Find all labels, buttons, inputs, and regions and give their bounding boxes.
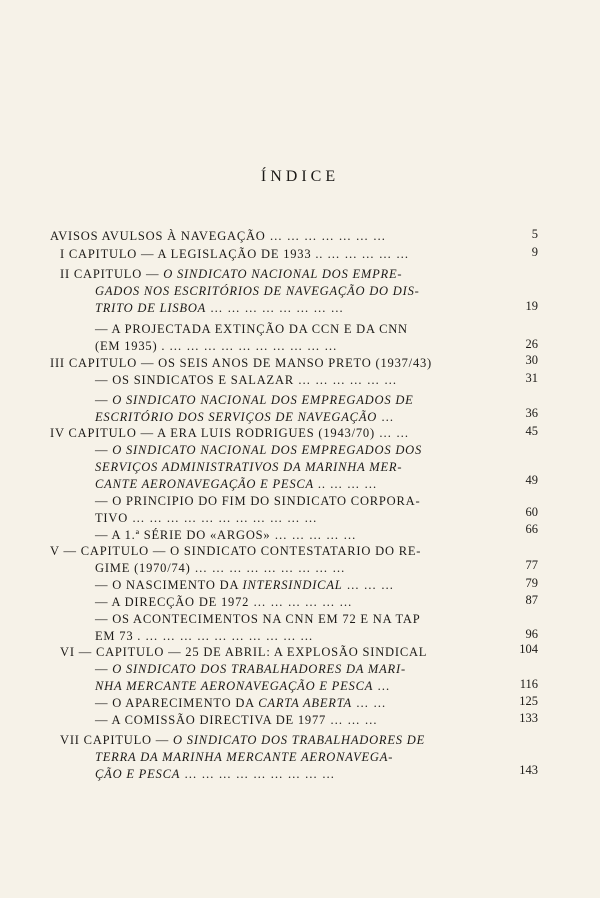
toc-entry-text: — A PROJECTADA EXTINÇÃO DA CCN E DA CNN — [95, 322, 408, 336]
toc-entry-text: ESCRITÓRIO DOS SERVIÇOS DE NAVEGAÇÃO — [95, 410, 378, 424]
toc-page-number: 116 — [519, 677, 538, 691]
toc-page-number: 79 — [525, 576, 538, 590]
toc-entry-text: EM 73 . … … … … … … … … … … — [95, 629, 314, 643]
toc-entry-line — [50, 425, 409, 441]
toc-entry-line — [50, 543, 421, 559]
toc-entry-text: — — [95, 393, 113, 407]
toc-entry-text: CANTE AERONAVEGAÇÃO E PESCA — [95, 477, 314, 491]
toc-page-number: 45 — [525, 424, 538, 438]
toc-entry-text: — OS ACONTECIMENTOS NA CNN EM 72 E NA TAP — [95, 612, 421, 626]
toc-entry-text: — O PRINCIPIO DO FIM DO SINDICATO CORPORA- — [95, 494, 421, 508]
toc-entry-text: O SINDICATO DOS TRABALHADORES DA MARI- — [112, 662, 406, 676]
toc-page-number: 49 — [525, 473, 538, 487]
toc-entry-text: — — [95, 662, 113, 676]
toc-entry-line — [95, 661, 406, 677]
toc-page-number: 66 — [525, 522, 538, 536]
toc-entry-text: … … … — [342, 578, 395, 592]
toc-entry-text: CARTA ABERTA — [258, 696, 352, 710]
toc-entry-text: — OS SINDICATOS E SALAZAR … … … … … … — [95, 373, 398, 387]
toc-entry-text: … — [373, 679, 391, 693]
toc-entry-text: .. … … … — [314, 477, 378, 491]
toc-page-number: 31 — [525, 371, 538, 385]
toc-entry-line — [95, 442, 422, 458]
toc-entry-text: II CAPITULO — — [60, 267, 164, 281]
toc-entry-text: — A DIRECÇÃO DE 1972 … … … … … … — [95, 595, 353, 609]
toc-entry-line — [95, 695, 386, 711]
toc-entry-text: VII CAPITULO — — [60, 733, 174, 747]
toc-entry-text: — O APARECIMENTO DA — [95, 696, 259, 710]
toc-entry-text: IV CAPITULO — A ERA LUIS RODRIGUES (1943/70) … … — [50, 426, 410, 440]
toc-entry-line — [95, 392, 414, 408]
toc-entry-text: … … … … … … … … — [206, 301, 344, 315]
toc-entry-text: — O NASCIMENTO DA — [95, 578, 243, 592]
toc-entry-text: I CAPITULO — A LEGISLAÇÃO DE 1933 .. … … … … … — [60, 247, 410, 261]
toc-entry-line — [95, 611, 420, 627]
toc-entry-text: … … — [352, 696, 387, 710]
toc-page-number: 125 — [519, 694, 538, 708]
toc-page-number: 104 — [519, 642, 538, 656]
toc-entry-line — [95, 749, 393, 765]
toc-entry-text: V — CAPITULO — O SINDICATO CONTESTATARIO DO RE- — [50, 544, 422, 558]
page-title: ÍNDICE — [260, 168, 340, 185]
toc-entry-line — [60, 644, 427, 660]
toc-entry-text: … — [377, 410, 395, 424]
toc-entry-text: ÇÃO E PESCA — [95, 767, 181, 781]
toc-entry-line — [95, 527, 357, 543]
toc-entry-line — [50, 355, 432, 371]
toc-entry-line — [95, 493, 420, 509]
toc-entry-text: — — [95, 443, 113, 457]
toc-page-number: 87 — [525, 593, 538, 607]
toc-entry-line — [95, 459, 402, 475]
toc-entry-text: III CAPITULO — OS SEIS ANOS DE MANSO PRETO (1937/43) — [50, 356, 433, 370]
toc-entry-line — [95, 321, 408, 337]
toc-entry-line — [95, 560, 346, 576]
toc-entry-text: — A COMISSÃO DIRECTIVA DE 1977 … … … — [95, 713, 378, 727]
toc-entry-line — [95, 712, 378, 728]
toc-entry-line — [95, 510, 318, 526]
toc-entry-text: O SINDICATO NACIONAL DOS EMPREGADOS DE — [112, 393, 414, 407]
toc-entry-text: GADOS NOS ESCRITÓRIOS DE NAVEGAÇÃO DO DIS- — [95, 284, 420, 298]
toc-entry-line — [95, 338, 338, 354]
toc-entry-line — [60, 246, 409, 262]
toc-page-number: 26 — [525, 337, 538, 351]
toc-entry-text: SERVIÇOS ADMINISTRATIVOS DA MARINHA MER- — [95, 460, 403, 474]
toc-entry-text: (EM 1935) . … … … … … … … … … … — [95, 339, 338, 353]
toc-entry-text: VI — CAPITULO — 25 DE ABRIL: A EXPLOSÃO SINDICAL — [60, 645, 428, 659]
toc-entry-line — [95, 766, 335, 782]
toc-entry-text: … … … … … … … … … — [180, 767, 336, 781]
toc-entry-line — [95, 577, 394, 593]
toc-entry-line — [95, 594, 353, 610]
toc-page-number: 30 — [525, 353, 538, 367]
toc-entry-line — [95, 476, 377, 492]
toc-page-number: 5 — [531, 227, 538, 241]
toc-page-number: 77 — [525, 558, 538, 572]
toc-entry-text: NHA MERCANTE AERONAVEGAÇÃO E PESCA — [95, 679, 374, 693]
toc-entry-line — [95, 628, 313, 644]
toc-page-number: 60 — [525, 505, 538, 519]
toc-entry-text: AVISOS AVULSOS À NAVEGAÇÃO … … … … … … … — [50, 229, 387, 243]
toc-page-number: 19 — [525, 299, 538, 313]
toc-entry-text: O SINDICATO NACIONAL DOS EMPREGADOS DOS — [112, 443, 423, 457]
toc-page-number: 9 — [531, 245, 538, 259]
toc-entry-text: TERRA DA MARINHA MERCANTE AERONAVEGA- — [95, 750, 394, 764]
toc-entry-text: — A 1.ª SÉRIE DO «ARGOS» … … … … … — [95, 528, 357, 542]
toc-entry-text: O SINDICATO DOS TRABALHADORES DE — [173, 733, 426, 747]
toc-entry-text: O SINDICATO NACIONAL DOS EMPRE- — [163, 267, 403, 281]
toc-entry-text: GIME (1970/74) … … … … … … … … … — [95, 561, 346, 575]
toc-page-number: 36 — [525, 406, 538, 420]
toc-entry-line — [95, 372, 397, 388]
toc-entry-line — [95, 678, 390, 694]
toc-page-number: 143 — [519, 763, 538, 777]
toc-entry-line — [95, 300, 344, 316]
toc-entry-line — [60, 266, 402, 282]
toc-entry-text: TRITO DE LISBOA — [95, 301, 207, 315]
toc-entry-line — [60, 732, 425, 748]
toc-entry-line — [95, 409, 394, 425]
toc-page-number: 96 — [525, 627, 538, 641]
toc-page-number: 133 — [519, 711, 538, 725]
toc-entry-line — [95, 283, 420, 299]
toc-entry-text: TIVO … … … … … … … … … … … — [95, 511, 318, 525]
toc-entry-text: INTERSINDICAL — [242, 578, 343, 592]
toc-entry-line — [50, 228, 386, 244]
